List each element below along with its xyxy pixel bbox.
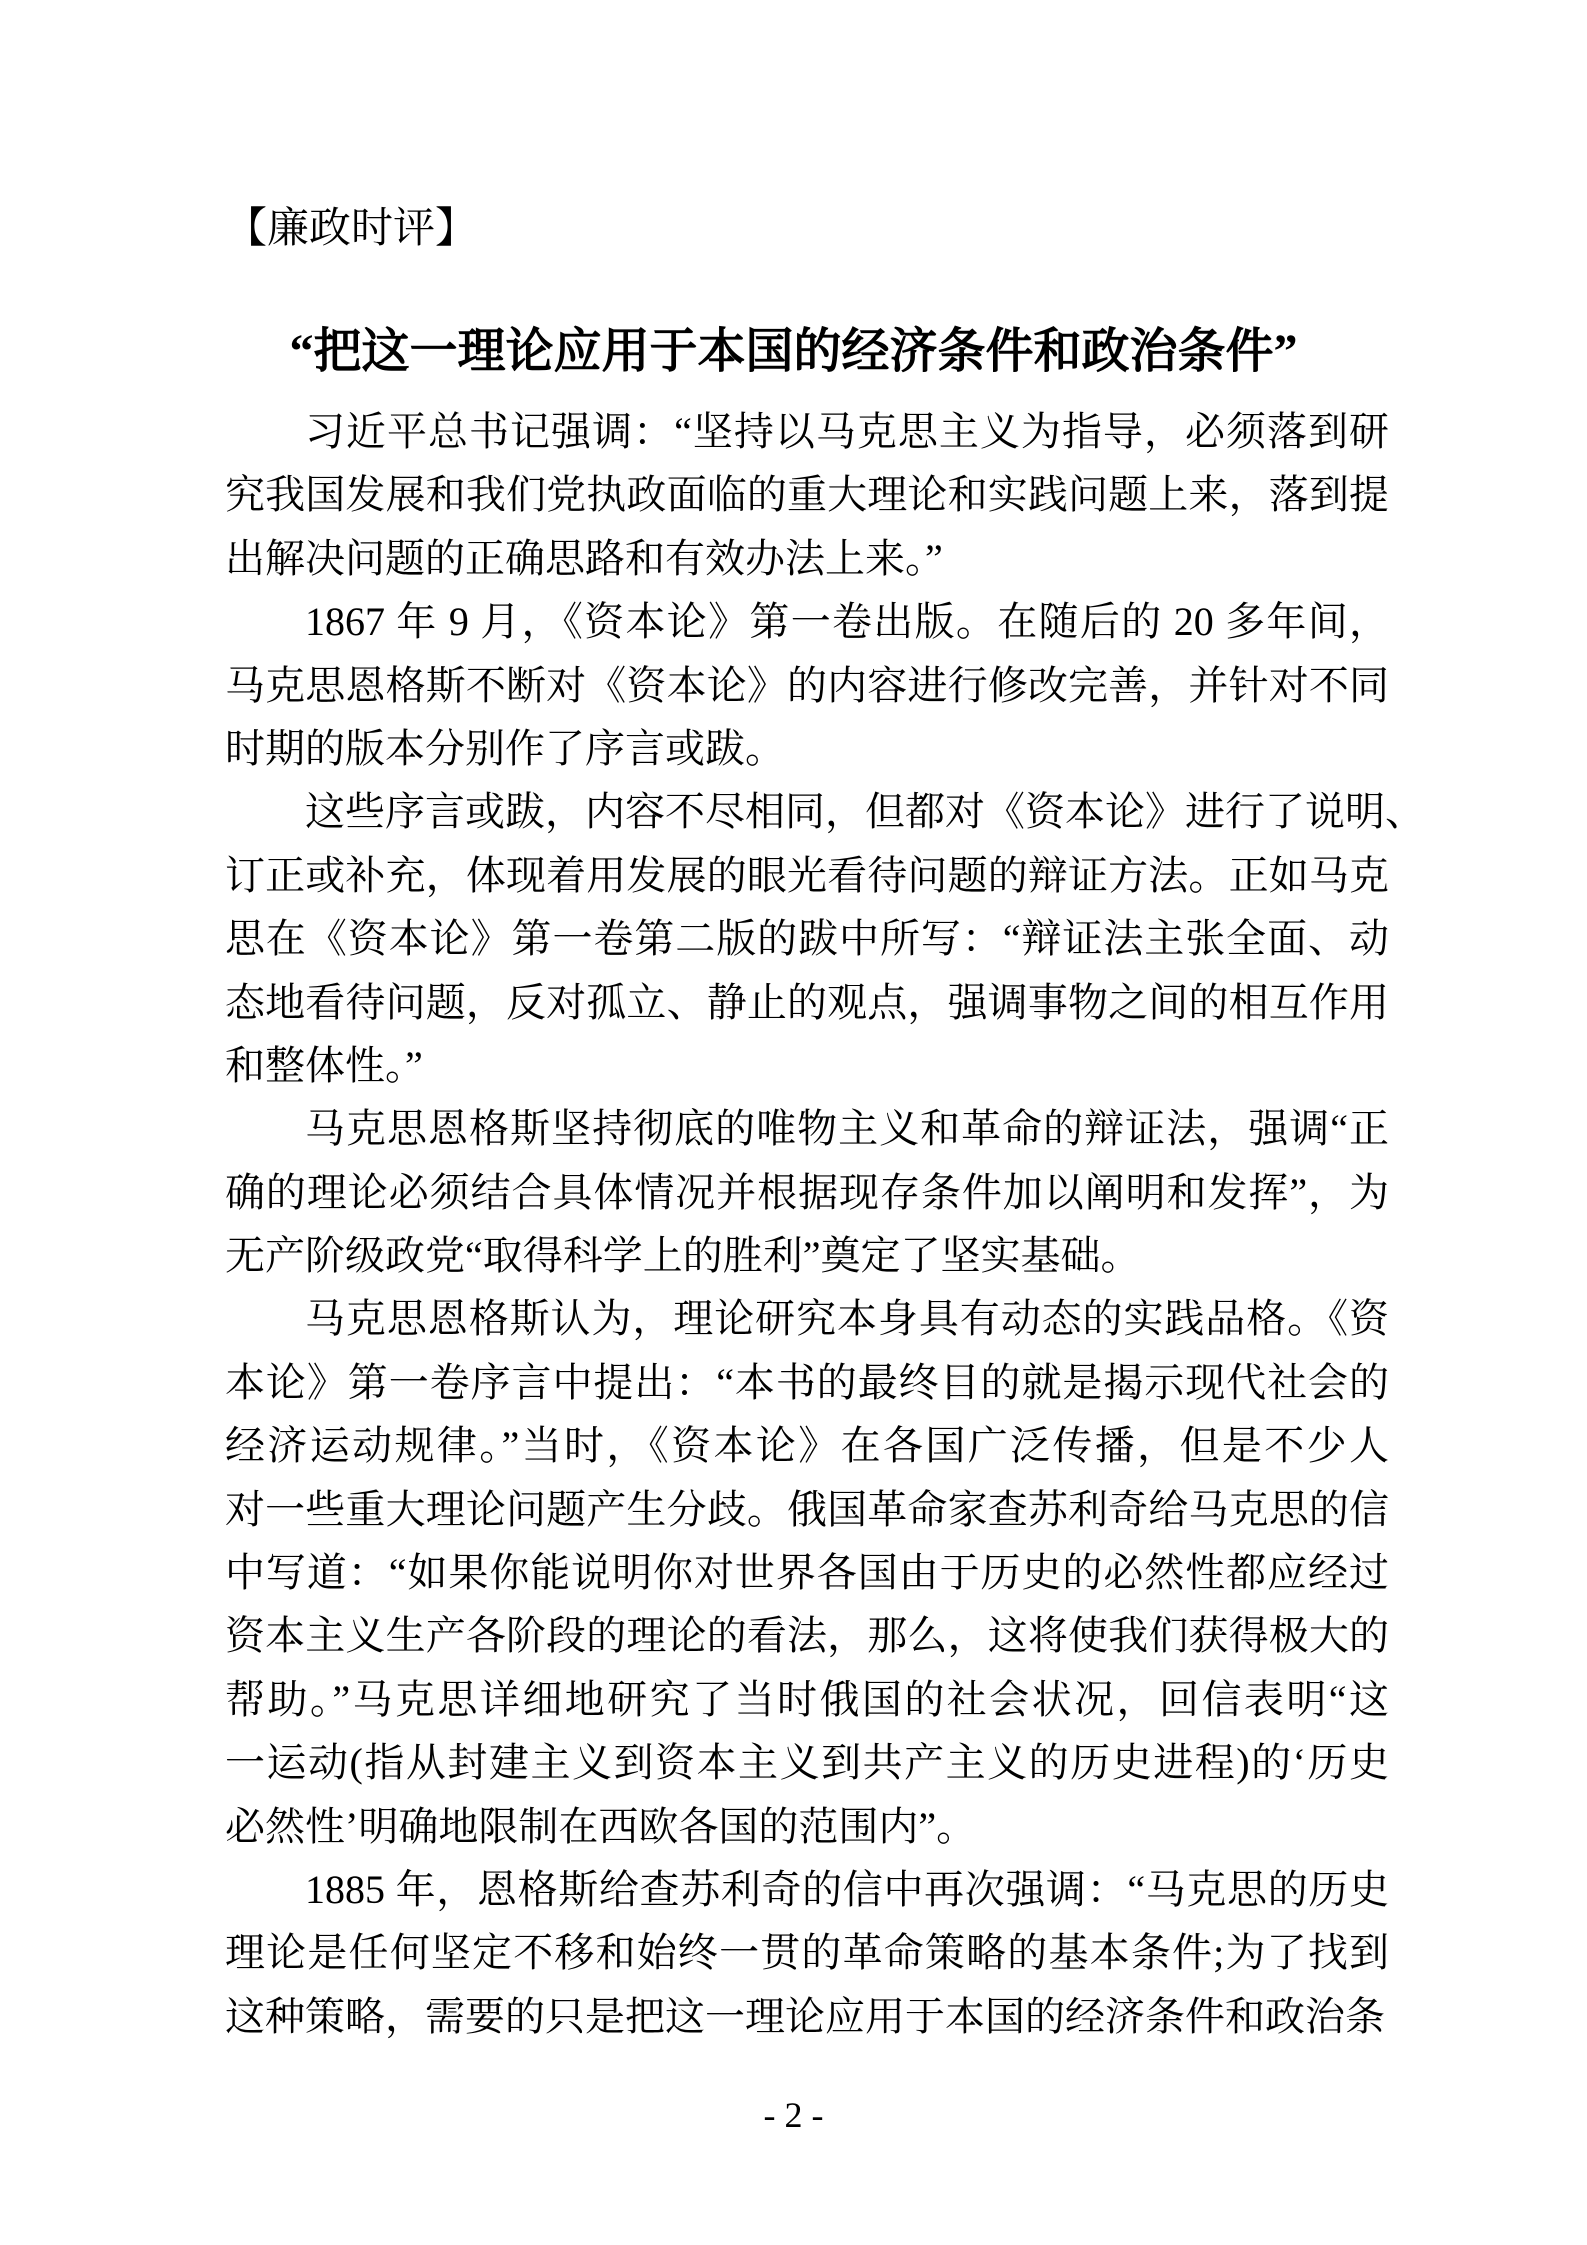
text-line: 对一些重大理论问题产生分歧。俄国革命家查苏利奇给马克思的信: [225, 1486, 1389, 1532]
text-line: 经济运动规律。”当时，《资本论》在各国广泛传播，但是不少人: [225, 1423, 1389, 1469]
text-line: 一运动(指从封建主义到资本主义到共产主义的历史进程)的‘历史: [225, 1740, 1389, 1786]
text-line: 1867 年 9 月，《资本论》第一卷出版。在随后的 20 多年间，: [305, 599, 1389, 645]
text-line: 马克思恩格斯不断对《资本论》的内容进行修改完善，并针对不同: [225, 662, 1389, 708]
text-line: 必然性’明确地限制在西欧各国的范围内”。: [225, 1803, 977, 1849]
article-title: “把这一理论应用于本国的经济条件和政治条件”: [289, 325, 1298, 378]
text-line: 1885 年，恩格斯给查苏利奇的信中再次强调：“马克思的历史: [305, 1866, 1389, 1912]
text-line: 态地看待问题，反对孤立、静止的观点，强调事物之间的相互作用: [225, 979, 1389, 1025]
article-body: [225, 400, 1425, 2048]
text-line: 资本主义生产各阶段的理论的看法，那么，这将使我们获得极大的: [225, 1613, 1389, 1659]
page-number: - 2 -: [763, 2095, 824, 2135]
text-line: 这些序言或跋，内容不尽相同，但都对《资本论》进行了说明、: [305, 789, 1425, 835]
text-line: 思在《资本论》第一卷第二版的跋中所写：“辩证法主张全面、动: [225, 916, 1389, 962]
text-line: 确的理论必须结合具体情况并根据现存条件加以阐明和发挥”，为: [225, 1169, 1389, 1215]
paragraph: [225, 1097, 1389, 1287]
text-line: 本论》第一卷序言中提出：“本书的最终目的就是揭示现代社会的: [225, 1359, 1389, 1405]
text-line: 马克思恩格斯坚持彻底的唯物主义和革命的辩证法，强调“正: [305, 1106, 1389, 1152]
paragraph: [225, 400, 1389, 590]
text-line: 帮助。”马克思详细地研究了当时俄国的社会状况，回信表明“这: [225, 1676, 1389, 1722]
text-line: 习近平总书记强调：“坚持以马克思主义为指导，必须落到研: [305, 409, 1389, 454]
text-line: 理论是任何坚定不移和始终一贯的革命策略的基本条件;为了找到: [225, 1930, 1389, 1976]
text-line: 无产阶级政党“取得科学上的胜利”奠定了坚实基础。: [225, 1233, 1141, 1279]
paragraph: [225, 1287, 1389, 1858]
paragraph: [225, 1858, 1389, 2048]
category-tag: 【廉政时评】: [225, 206, 478, 252]
text-line: 这种策略，需要的只是把这一理论应用于本国的经济条件和政治条: [225, 1993, 1385, 2039]
paragraph: [225, 590, 1389, 780]
text-line: 出解决问题的正确思路和有效办法上来。”: [225, 535, 943, 581]
text-line: 马克思恩格斯认为，理论研究本身具有动态的实践品格。《资: [305, 1296, 1389, 1342]
text-line: 时期的版本分别作了序言或跋。: [225, 725, 785, 771]
text-line: 究我国发展和我们党执政面临的重大理论和实践问题上来，落到提: [225, 472, 1389, 518]
text-line: 和整体性。”: [225, 1042, 423, 1088]
text-line: 订正或补充，体现着用发展的眼光看待问题的辩证方法。正如马克: [225, 852, 1389, 898]
text-line: 中写道：“如果你能说明你对世界各国由于历史的必然性都应经过: [225, 1550, 1389, 1596]
paragraph: [225, 780, 1425, 1097]
